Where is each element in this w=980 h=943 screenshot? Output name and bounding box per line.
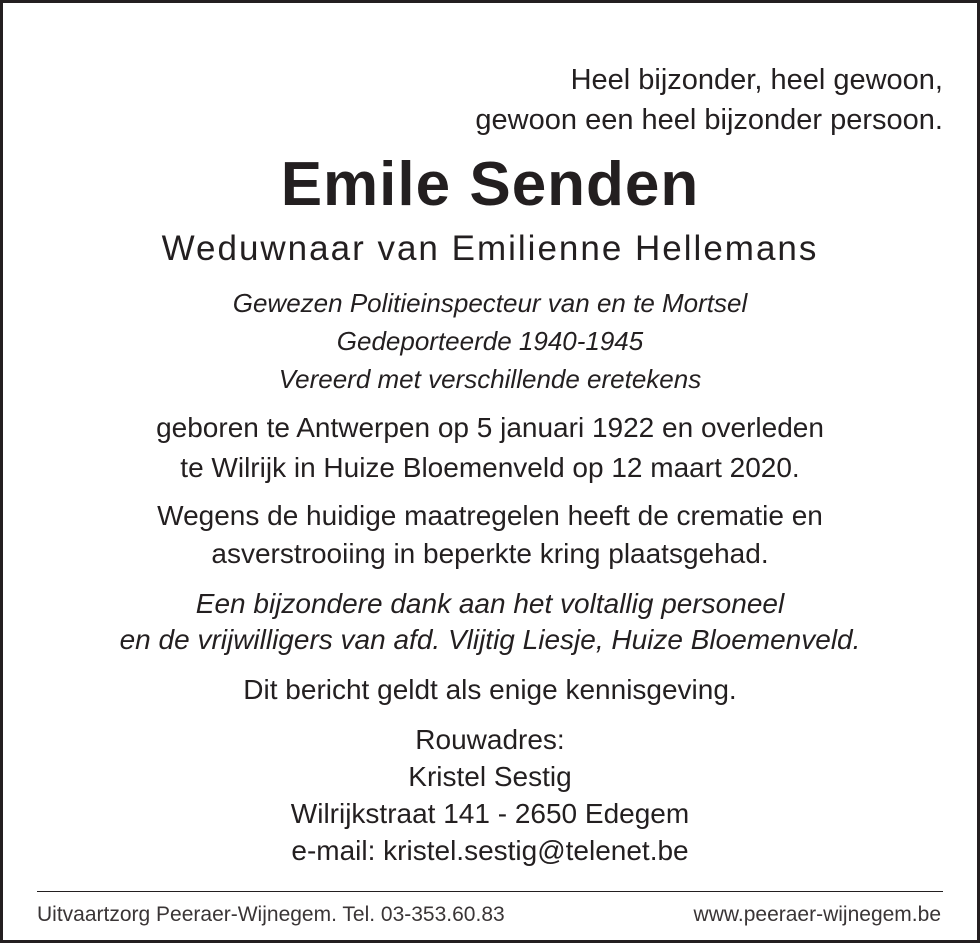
title-line-2: Gedeporteerde 1940-1945 (336, 326, 644, 356)
funeral-home-website: www.peeraer-wijnegem.be (693, 903, 941, 926)
mourning-address-email: e-mail: kristel.sestig@telenet.be (291, 835, 689, 866)
deceased-name: Emile Senden (280, 150, 700, 219)
mourning-address-street: Wilrijkstraat 141 - 2650 Edegem (290, 798, 690, 829)
thanks-line-1: Een bijzondere dank aan het voltallig personeel (195, 588, 785, 619)
birth-death-line-1: geboren te Antwerpen op 5 januari 1922 en overleden (156, 412, 824, 443)
motto-line-1: Heel bijzonder, heel gewoon, (570, 64, 943, 96)
funeral-home-contact: Uitvaartzorg Peeraer-Wijnegem. Tel. 03-353.60.83 (37, 903, 505, 926)
thanks-line-2: en de vrijwilligers van afd. Vlijtig Liesje, Huize Bloemenveld. (119, 624, 861, 655)
mourning-address-name: Kristel Sestig (408, 761, 572, 792)
notice-text: Dit bericht geldt als enige kennisgeving. (243, 674, 737, 705)
cremation-line-1: Wegens de huidige maatregelen heeft de crematie en (157, 500, 823, 531)
cremation-line-2: asverstrooiing in beperkte kring plaatsgehad. (211, 538, 769, 569)
footer-divider (37, 891, 943, 892)
deceased-relation: Weduwnaar van Emilienne Hellemans (161, 229, 819, 268)
mourning-address-label: Rouwadres: (415, 724, 565, 755)
birth-death-line-2: te Wilrijk in Huize Bloemenveld op 12 maart 2020. (180, 452, 800, 483)
title-line-3: Vereerd met verschillende eretekens (278, 364, 702, 394)
title-line-1: Gewezen Politieinspecteur van en te Mortsel (232, 288, 748, 318)
motto-line-2: gewoon een heel bijzonder persoon. (475, 104, 943, 136)
